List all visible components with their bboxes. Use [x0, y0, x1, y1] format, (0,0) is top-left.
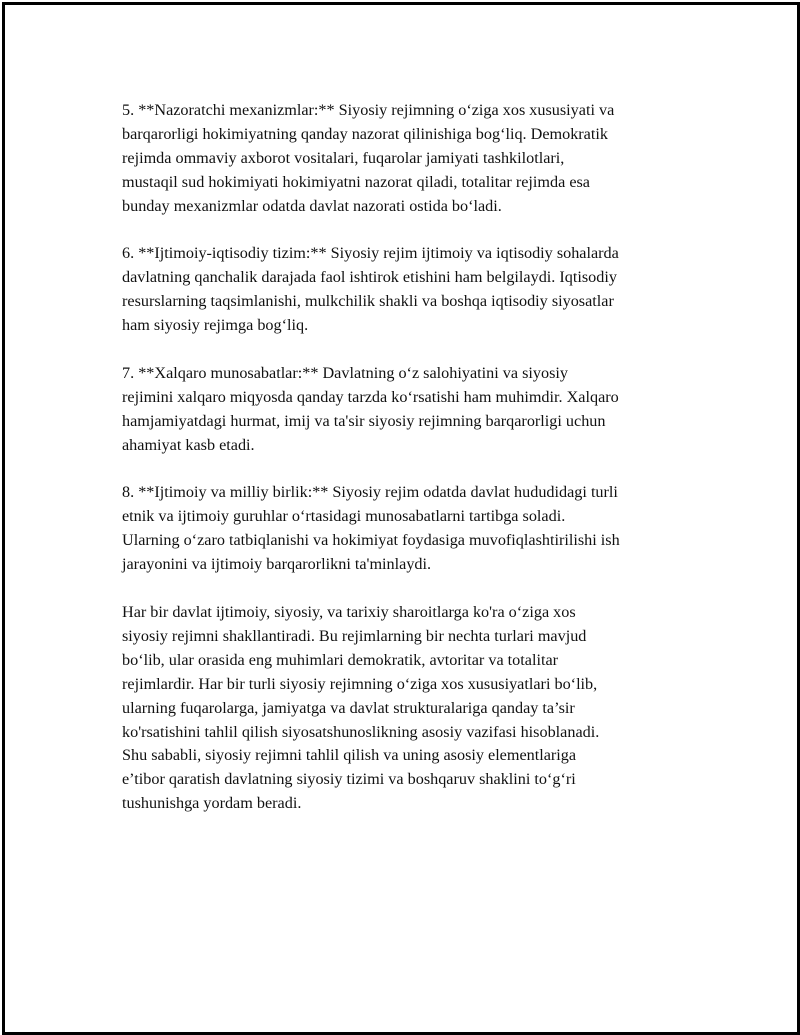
text-line: tushunishga yordam beradi.: [122, 794, 302, 813]
text-line: bo‘lib, ular orasida eng muhimlari demokratik, avtoritar va totalitar: [122, 650, 559, 669]
text-line: 8. **Ijtimoiy va milliy birlik:** Siyosiy rejim odatda davlat hududidagi turli: [122, 483, 618, 502]
page-frame: [2, 2, 800, 1035]
text-line: jarayonini va ijtimoiy barqarorlikni ta'minlaydi.: [122, 555, 432, 574]
text-line: ularning fuqarolarga, jamiyatga va davlat strukturalariga qanday ta’sir: [122, 698, 575, 717]
text-line: mustaqil sud hokimiyati hokimiyatni nazorat qiladi, totalitar rejimda esa: [122, 172, 590, 191]
paragraph-6-ijtimoiy-iqtisodiy-tizim: [122, 242, 702, 338]
text-line: bunday mexanizmlar odatda davlat nazorati ostida bo‘ladi.: [122, 196, 502, 215]
text-line: 5. **Nazoratchi mexanizmlar:** Siyosiy rejimning o‘ziga xos xususiyati va: [122, 101, 615, 119]
text-line: Shu sababli, siyosiy rejimni tahlil qilish va uning asosiy elementlariga: [122, 746, 577, 765]
text-line: barqarorligi hokimiyatning qanday nazorat qilinishiga bog‘liq. Demokratik: [122, 124, 608, 143]
text-line: Ularning o‘zaro tatbiqlanishi va hokimiyat foydasiga muvofiqlashtirilishi ish: [122, 531, 620, 550]
document-body: [122, 99, 702, 840]
paragraph-7-xalqaro-munosabatlar: [122, 362, 702, 458]
text-line: hamjamiyatdagi hurmat, imij va ta'sir siyosiy rejimning barqarorligi uchun: [122, 411, 606, 430]
paragraph-conclusion: [122, 601, 702, 816]
text-line: etnik va ijtimoiy guruhlar o‘rtasidagi munosabatlarni tartibga soladi.: [122, 507, 566, 526]
text-line: rejimlardir. Har bir turli siyosiy rejimning o‘ziga xos xususiyatlari bo‘lib,: [122, 674, 598, 693]
text-line: ham siyosiy rejimga bog‘liq.: [122, 316, 309, 335]
text-line: siyosiy rejimni shakllantiradi. Bu rejimlarning bir nechta turlari mavjud: [122, 626, 587, 645]
text-line: davlatning qanchalik darajada faol ishtirok etishini ham belgilaydi. Iqtisodiy: [122, 268, 617, 287]
text-line: resurslarning taqsimlanishi, mulkchilik shakli va boshqa iqtisodiy siyosatlar: [122, 292, 614, 311]
text-line: 6. **Ijtimoiy-iqtisodiy tizim:** Siyosiy rejim ijtimoiy va iqtisodiy sohalarda: [122, 244, 619, 263]
text-line: ahamiyat kasb etadi.: [122, 435, 255, 454]
text-line: rejimda ommaviy axborot vositalari, fuqarolar jamiyati tashkilotlari,: [122, 148, 565, 167]
paragraph-5-nazoratchi-mexanizmlar: [122, 99, 702, 219]
text-line: ko'rsatishini tahlil qilish siyosatshunoslikning asosiy vazifasi hisoblanadi.: [122, 722, 600, 741]
text-line: 7. **Xalqaro munosabatlar:** Davlatning o‘z salohiyatini va siyosiy: [122, 363, 568, 382]
text-line: rejimini xalqaro miqyosda qanday tarzda ko‘rsatishi ham muhimdir. Xalqaro: [122, 387, 619, 406]
text-line: e’tibor qaratish davlatning siyosiy tizimi va boshqaruv shaklini to‘g‘ri: [122, 770, 576, 789]
paragraph-8-ijtimoiy-va-milliy-birlik: [122, 481, 702, 577]
text-line: Har bir davlat ijtimoiy, siyosiy, va tarixiy sharoitlarga ko'ra o‘ziga xos: [122, 602, 576, 621]
